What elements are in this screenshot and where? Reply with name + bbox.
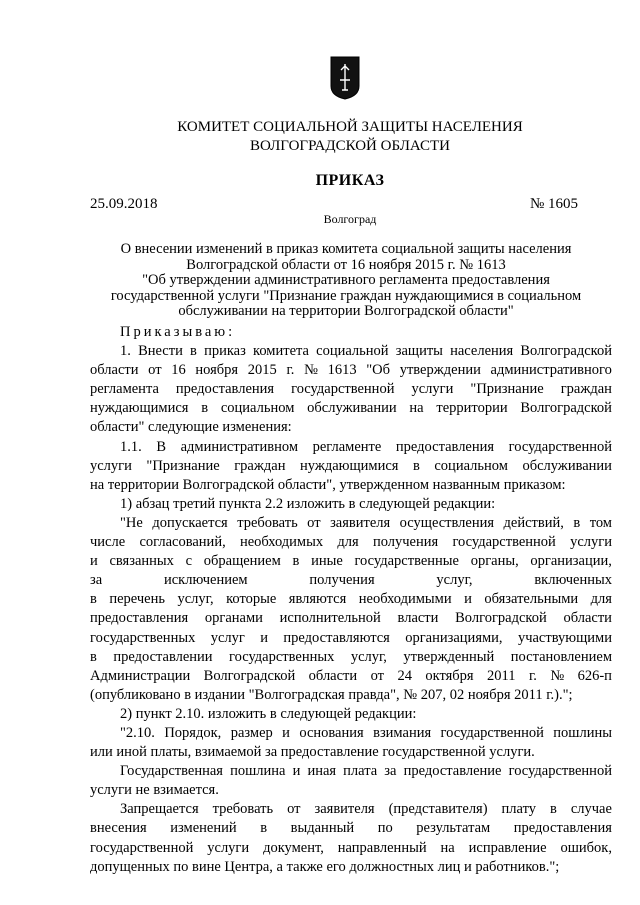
subject-line: обслуживании на территории Волгоградской области" — [178, 303, 514, 319]
body-line: и связанных с обращением в иные государственные органы, организации, — [90, 553, 612, 570]
body-line: Запрещается требовать от заявителя (представителя) плату в случае — [120, 801, 612, 818]
body-line: регламента предоставления государственной услуги "Признание граждан — [90, 381, 612, 398]
subject-line: "Об утверждении административного регламента предоставления — [142, 272, 550, 288]
document-city: Волгоград — [323, 212, 377, 226]
body-line: на территории Волгоградской области", утвержденном названным приказом: — [90, 476, 566, 493]
subject-line: государственной услуги "Признание граждан нуждающимися в социальном — [110, 287, 582, 304]
body-line: внесения изменений в выданный по результатам предоставления — [90, 820, 612, 837]
body-line: области" следующие изменения: — [90, 419, 292, 436]
body-line: за исключением получения услуг, включенных — [90, 572, 612, 589]
body-line: услуги не взимается. — [90, 782, 219, 799]
document-title: ПРИКАЗ — [315, 172, 385, 189]
body-line: Администрации Волгоградской области от 24 октября 2011 г. № 626-п — [90, 667, 612, 684]
body-line: нуждающимися в социальном обслуживании на территории Волгоградской — [90, 400, 612, 417]
document-number: № 1605 — [530, 196, 579, 212]
document-subject — [90, 242, 602, 320]
body-line: 1. Внести в приказ комитета социальной защиты населения Волгоградской — [120, 343, 612, 360]
body-line: "Не допускается требовать от заявителя осуществления действий, в том — [120, 514, 612, 531]
body-line: или иной платы, взимаемой за предоставление государственной услуги. — [90, 744, 535, 761]
document-date: 25.09.2018 — [90, 196, 158, 212]
body-line: (опубликовано в издании "Волгоградская правда", № 207, 02 ноября 2011 г.)."; — [90, 686, 573, 703]
body-line: государственных услуг и предоставляются организациями, участвующими — [90, 629, 612, 646]
coat-of-arms-icon — [330, 56, 360, 100]
document-body — [90, 323, 612, 877]
body-line: предоставления органами исполнительной власти Волгоградской области — [90, 610, 612, 627]
body-line: в перечень услуг, которые являются необходимыми и обязательными для — [90, 591, 612, 608]
body-line: 2) пункт 2.10. изложить в следующей редакции: — [120, 705, 417, 722]
subject-line: О внесении изменений в приказ комитета социальной защиты населения — [120, 241, 572, 257]
body-line: в предоставлении государственных услуг, утвержденный постановлением — [90, 648, 612, 665]
organization-name-line2: ВОЛГОГРАДСКОЙ ОБЛАСТИ — [250, 138, 450, 154]
body-line: Приказываю: — [120, 324, 236, 340]
body-line: государственной услуги документ, направленный на исправление ошибок, — [90, 839, 612, 856]
body-line: 1.1. В административном регламенте предоставления государственной — [120, 438, 612, 455]
body-line: допущенных по вине Центра, а также его должностных лиц и работников."; — [90, 858, 560, 875]
body-line: области от 16 ноября 2015 г. № 1613 "Об утверждении административного — [90, 362, 612, 379]
body-line: "2.10. Порядок, размер и основания взимания государственной пошлины — [120, 724, 612, 741]
body-line: Государственная пошлина и иная плата за предоставление государственной — [120, 763, 612, 780]
subject-line: Волгоградской области от 16 ноября 2015 г. № 1613 — [186, 256, 506, 273]
body-line: 1) абзац третий пункта 2.2 изложить в следующей редакции: — [120, 495, 496, 512]
organization-name-line1: КОМИТЕТ СОЦИАЛЬНОЙ ЗАЩИТЫ НАСЕЛЕНИЯ — [177, 119, 523, 135]
body-line: услуги "Признание граждан нуждающимися в социальном обслуживании — [90, 457, 612, 474]
body-line: числе согласований, необходимых для получения государственной услуги — [90, 534, 612, 551]
